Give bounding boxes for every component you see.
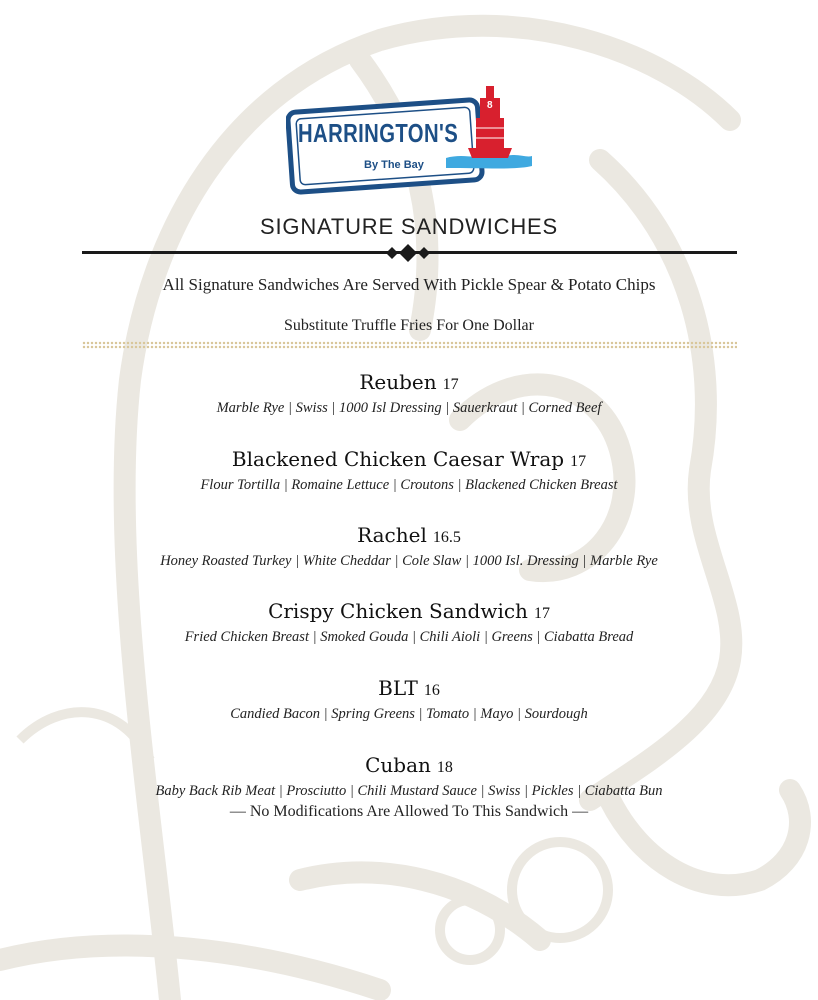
menu-item-name: Blackened Chicken Caesar Wrap xyxy=(231,447,565,471)
buoy-number: 8 xyxy=(487,100,493,111)
logo-tagline: By The Bay xyxy=(364,159,424,171)
menu-item-price: 17 xyxy=(442,376,459,393)
menu-item-name: Crispy Chicken Sandwich xyxy=(268,599,528,623)
served-with-note: All Signature Sandwiches Are Served With Pickle Spear & Potato Chips xyxy=(162,275,656,294)
menu-item-price: 18 xyxy=(436,759,453,776)
menu-item-price: 16.5 xyxy=(432,529,461,546)
menu-item xyxy=(0,753,818,821)
menu-item xyxy=(0,599,818,646)
menu-item-title xyxy=(0,676,818,701)
menu-item-name: Cuban xyxy=(365,753,431,777)
menu-item xyxy=(0,447,818,494)
menu-item-description: Honey Roasted Turkey | White Cheddar | Cole Slaw | 1000 Isl. Dressing | Marble Rye xyxy=(160,553,658,569)
menu-item xyxy=(0,523,818,570)
menu-item-name: BLT xyxy=(378,676,418,700)
harringtons-logo xyxy=(286,80,536,198)
menu-item-description: Marble Rye | Swiss | 1000 Isl Dressing | Sauerkraut | Corned Beef xyxy=(216,400,602,416)
no-modifications-note: — No Modifications Are Allowed To This Sandwich — xyxy=(229,803,589,820)
menu-item xyxy=(0,370,818,417)
menu-item-description: Fried Chicken Breast | Smoked Gouda | Chili Aioli | Greens | Ciabatta Bread xyxy=(184,629,634,645)
menu-item-title xyxy=(0,599,818,624)
menu-item-description: Candied Bacon | Spring Greens | Tomato | Mayo | Sourdough xyxy=(230,706,588,722)
menu-item xyxy=(0,676,818,723)
menu-item-description: Baby Back Rib Meat | Prosciutto | Chili Mustard Sauce | Swiss | Pickles | Ciabatta Bun xyxy=(155,783,663,799)
substitute-note: Substitute Truffle Fries For One Dollar xyxy=(284,317,534,334)
logo-wordmark: HARRINGTON'S xyxy=(298,118,459,148)
dotted-divider xyxy=(82,341,737,349)
menu-item-title xyxy=(0,447,818,472)
menu-item-title xyxy=(0,370,818,395)
menu-item-title xyxy=(0,753,818,778)
menu-item-price: 17 xyxy=(570,453,587,470)
menu-item-description: Flour Tortilla | Romaine Lettuce | Croutons | Blackened Chicken Breast xyxy=(200,477,618,493)
menu-item-name: Rachel xyxy=(357,523,427,547)
section-heading: SIGNATURE SANDWICHES xyxy=(260,214,558,239)
menu-item-name: Reuben xyxy=(359,370,437,394)
menu-item-price: 16 xyxy=(423,682,440,699)
menu-item-title xyxy=(0,523,818,548)
diamond-ornament-icon xyxy=(378,243,438,263)
menu-item-price: 17 xyxy=(533,605,550,622)
